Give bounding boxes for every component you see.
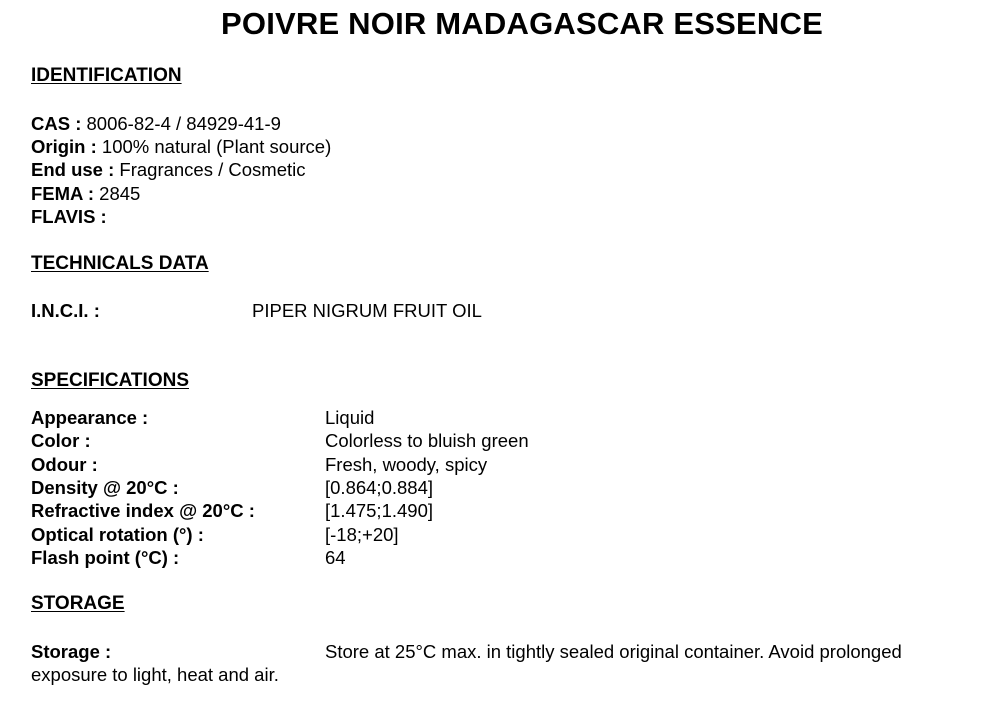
storage-label: Storage : xyxy=(31,641,112,662)
origin-label: Origin : xyxy=(31,136,97,157)
end-use-label: End use : xyxy=(31,159,115,180)
flavis-row xyxy=(31,205,107,228)
storage-value-line1: Store at 25°C max. in tightly sealed original container. Avoid prolonged xyxy=(325,641,902,662)
end-use-row xyxy=(31,158,306,181)
origin-value: 100% natural (Plant source) xyxy=(96,136,332,157)
fema-row xyxy=(31,182,140,205)
inci-value: PIPER NIGRUM FRUIT OIL xyxy=(252,300,482,321)
technicals-heading: TECHNICALS DATA xyxy=(31,253,209,274)
cas-label: CAS : xyxy=(31,113,82,134)
color-value: Colorless to bluish green xyxy=(325,430,529,451)
optical-rotation-label: Optical rotation (°) : xyxy=(31,524,204,545)
document-title: POIVRE NOIR MADAGASCAR ESSENCE xyxy=(221,6,823,41)
flavis-label: FLAVIS : xyxy=(31,206,107,227)
optical-rotation-value: [-18;+20] xyxy=(325,524,399,545)
odour-label: Odour : xyxy=(31,454,98,475)
identification-heading: IDENTIFICATION xyxy=(31,65,182,86)
origin-row xyxy=(31,135,331,158)
refractive-index-value: [1.475;1.490] xyxy=(325,500,434,521)
storage-heading: STORAGE xyxy=(31,593,125,614)
storage-value-line2: exposure to light, heat and air. xyxy=(31,664,279,685)
density-label: Density @ 20°C : xyxy=(31,477,179,498)
color-label: Color : xyxy=(31,430,91,451)
inci-label: I.N.C.I. : xyxy=(31,300,100,321)
refractive-index-label: Refractive index @ 20°C : xyxy=(31,500,255,521)
fema-label: FEMA : xyxy=(31,183,95,204)
flash-point-label: Flash point (°C) : xyxy=(31,547,180,568)
odour-value: Fresh, woody, spicy xyxy=(325,454,488,475)
appearance-label: Appearance : xyxy=(31,407,149,428)
fema-value: 2845 xyxy=(94,183,141,204)
flash-point-value: 64 xyxy=(325,547,346,568)
appearance-value: Liquid xyxy=(325,407,375,428)
cas-value: 8006-82-4 / 84929-41-9 xyxy=(81,113,281,134)
density-value: [0.864;0.884] xyxy=(325,477,434,498)
specifications-heading: SPECIFICATIONS xyxy=(31,370,189,391)
cas-row xyxy=(31,112,281,135)
end-use-value: Fragrances / Cosmetic xyxy=(114,159,306,180)
